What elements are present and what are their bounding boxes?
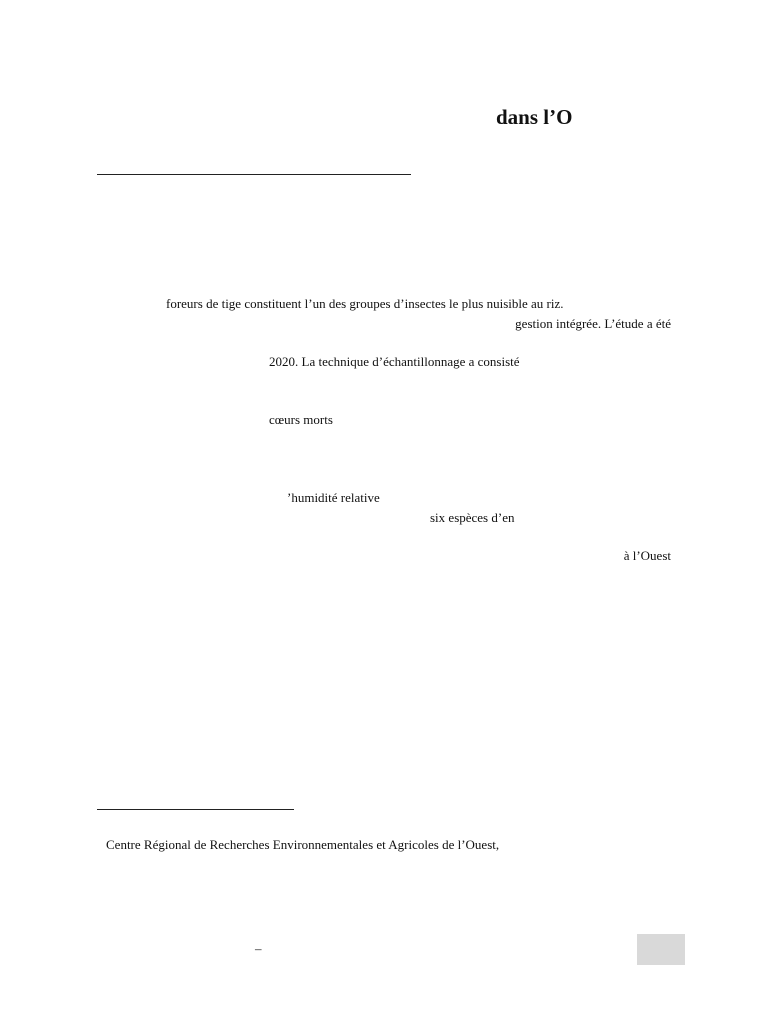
page-number-box: [637, 934, 685, 965]
title-underline-rule: [97, 174, 411, 175]
abstract-line-5: ’humidité relative: [287, 490, 380, 505]
abstract-line-6: six espèces d’en: [430, 510, 515, 525]
title-fragment: dans l’O: [496, 105, 573, 129]
abstract-line-3: 2020. La technique d’échantillonnage a consisté: [269, 354, 520, 369]
abstract-line-1: foreurs de tige constituent l’un des groupes d’insectes le plus nuisible au riz.: [166, 296, 564, 311]
abstract-line-7: à l’Ouest: [623, 548, 671, 563]
footer-dash: –: [255, 941, 262, 956]
abstract-line-4: cœurs morts: [269, 412, 333, 427]
footnote-affiliation: Centre Régional de Recherches Environnementales et Agricoles de l’Ouest,: [106, 837, 500, 852]
footnote-separator-rule: [97, 809, 294, 810]
abstract-line-2: gestion intégrée. L’étude a été: [515, 316, 671, 331]
